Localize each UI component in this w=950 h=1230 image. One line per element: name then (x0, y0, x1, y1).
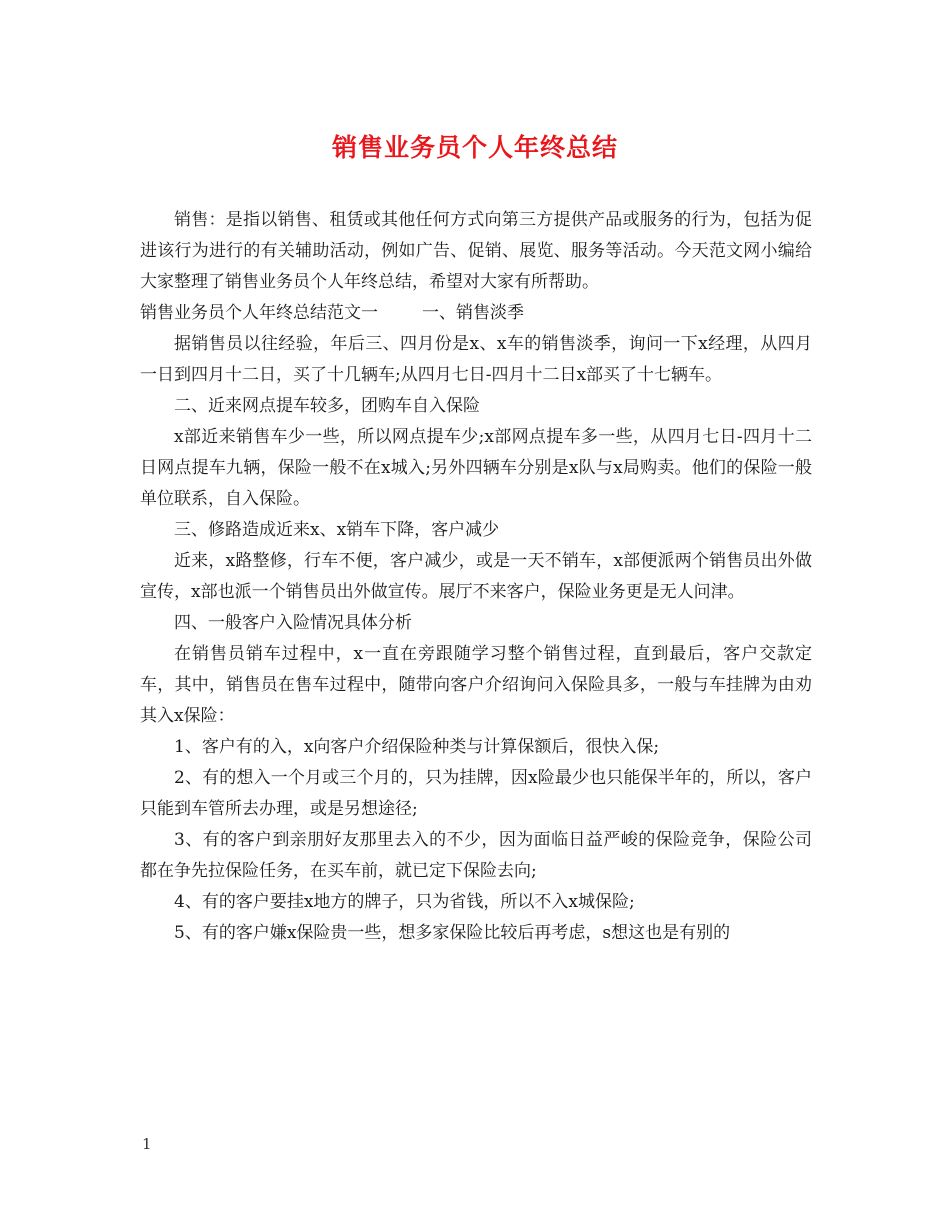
page-number: 1 (142, 1135, 152, 1153)
list-item-5: 5、有的客户嫌x保险贵一些，想多家保险比较后再考虑，s想这也是有别的 (174, 923, 731, 943)
list-item-1: 1、客户有的入，x向客户介绍保险种类与计算保额后，很快入保; (174, 737, 660, 757)
intro-paragraph: 销售：是指以销售、租赁或其他任何方式向第三方提供产品或服务的行为，包括为促进该行为进行的有关辅助活动，例如广告、促销、展览、服务等活动。今天范文网小编给大家整理了销售业务员个人年终总结，希望对大家有所帮助。 (140, 210, 812, 292)
section-4-heading: 四、一般客户入险情况具体分析 (174, 613, 412, 633)
section-4-paragraph: 在销售员销车过程中，x一直在旁跟随学习整个销售过程，直到最后，客户交款定车，其中，销售员在售车过程中，随带向客户介绍询问入保险具多，一般与车挂牌为由劝其入x保险： (140, 644, 812, 726)
list-item-3: 3、有的客户到亲朋好友那里去入的不少，因为面临日益严峻的保险竞争，保险公司都在争先拉保险任务，在买车前，就已定下保险去向; (140, 830, 812, 881)
list-item-2: 2、有的想入一个月或三个月的，只为挂牌，因x险最少也只能保半年的，所以，客户只能到车管所去办理，或是另想途径; (140, 768, 812, 819)
list-item-4: 4、有的客户要挂x地方的牌子，只为省钱，所以不入x城保险; (174, 892, 635, 912)
sample-heading: 销售业务员个人年终总结范文一 (140, 303, 378, 323)
section-2-paragraph: x部近来销售车少一些，所以网点提车少;x部网点提车多一些，从四月七日-四月十二日网点提车九辆，保险一般不在x城入;另外四辆车分别是x队与x局购卖。他们的保险一般单位联系，自入保险。 (140, 427, 812, 509)
section-1-heading: 一、销售淡季 (422, 303, 524, 323)
section-3-paragraph: 近来，x路整修，行车不便，客户减少，或是一天不销车，x部便派两个销售员出外做宣传，x部也派一个销售员出外做宣传。展厅不来客户，保险业务更是无人问津。 (140, 551, 812, 602)
section-1-paragraph: 据销售员以往经验，年后三、四月份是x、x车的销售淡季，询问一下x经理，从四月一日到四月十二日，买了十几辆车;从四月七日-四月十二日x部买了十七辆车。 (140, 334, 812, 385)
section-3-heading: 三、修路造成近来x、x销车下降，客户减少 (174, 520, 500, 540)
sample-heading-line (140, 298, 812, 329)
document-body (140, 205, 812, 949)
document-title: 销售业务员个人年终总结 (331, 133, 618, 162)
section-2-heading: 二、近来网点提车较多，团购车自入保险 (174, 396, 480, 416)
